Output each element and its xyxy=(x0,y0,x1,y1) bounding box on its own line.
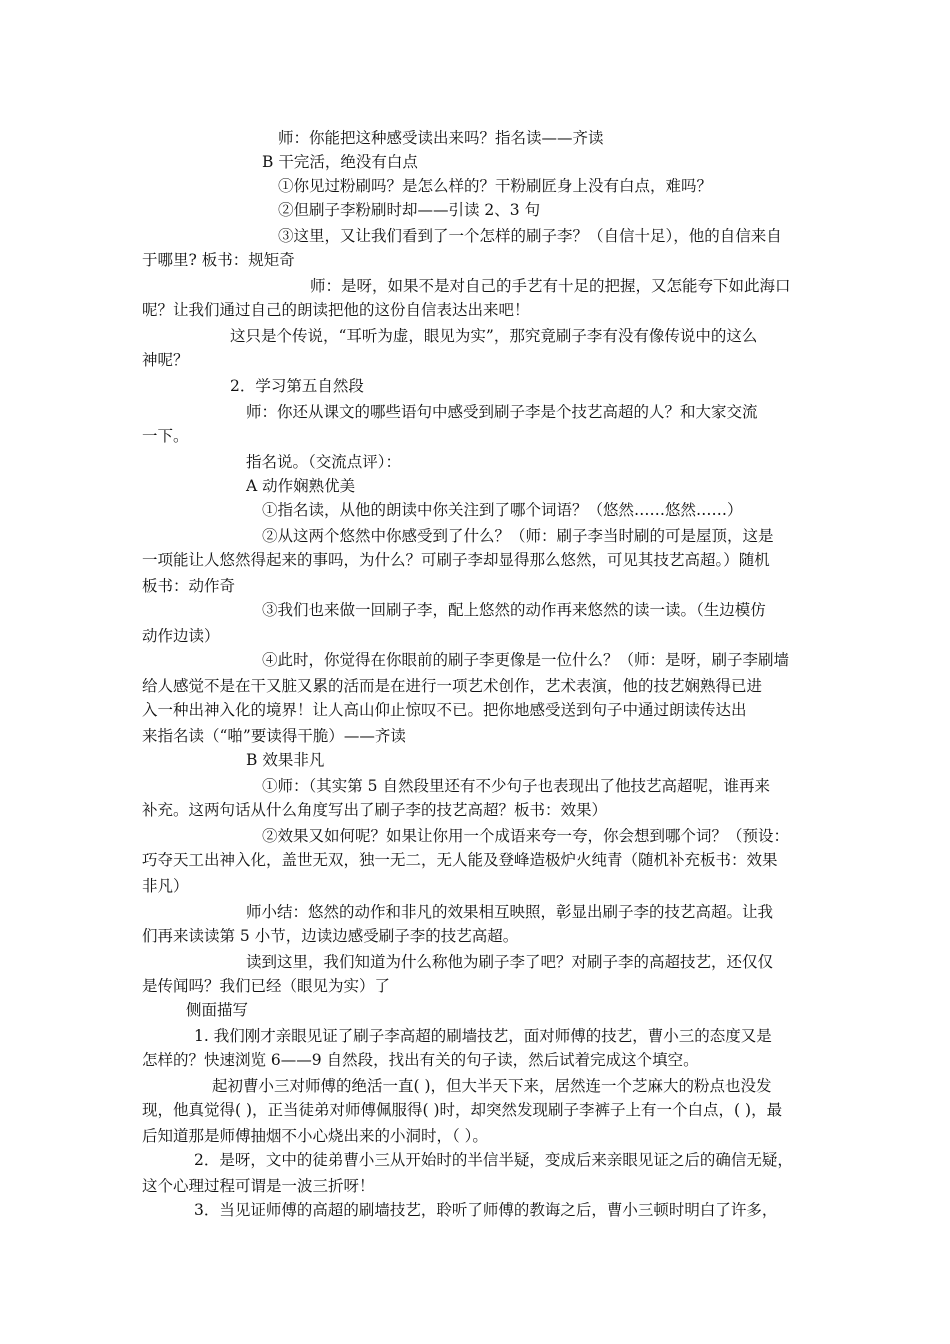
text-line: 2．是呀，文中的徒弟曹小三从开始时的半信半疑，变成后来亲眼见证之后的确信无疑， xyxy=(194,1151,793,1169)
text-line: ③这里，又让我们看到了一个怎样的刷子李？（自信十足），他的自信来自 xyxy=(278,227,782,245)
text-line: 这个心理过程可谓是一波三折呀！ xyxy=(142,1177,375,1195)
text-line: ③我们也来做一回刷子李，配上悠然的动作再来悠然的读一读。（生边模仿 xyxy=(262,601,766,619)
text-line: 师：你还从课文的哪些语句中感受到刷子李是个技艺高超的人？和大家交流 xyxy=(246,403,758,421)
text-line: 起初曹小三对师傅的绝活一直( )，但大半天下来，居然连一个芝麻大的粉点也没发 xyxy=(212,1077,772,1095)
text-line: 后知道那是师傅抽烟不小心烧出来的小洞时，（ ）。 xyxy=(142,1127,488,1145)
text-line: ②从这两个悠然中你感受到了什么？（师：刷子李当时刷的可是屋顶，这是 xyxy=(262,527,774,545)
text-line: 3．当见证师傅的高超的刷墙技艺，聆听了师傅的教诲之后，曹小三顿时明白了许多， xyxy=(194,1201,778,1219)
text-line: 1. 我们刚才亲眼见证了刷子李高超的刷墙技艺，面对师傅的技艺，曹小三的态度又是 xyxy=(194,1027,772,1045)
text-line: 一项能让人悠然得起来的事吗，为什么？可刷子李却显得那么悠然，可见其技艺高超。）随机 xyxy=(142,551,770,569)
section-heading: 侧面描写 xyxy=(186,1001,249,1019)
subsection-heading: B 效果非凡 xyxy=(246,751,325,769)
text-line: 于哪里? 板书：规矩奇 xyxy=(142,251,295,269)
text-line: ①你见过粉刷吗？是怎么样的？干粉刷匠身上没有白点，难吗？ xyxy=(278,177,713,195)
text-line: 巧夺天工出神入化，盖世无双，独一无二，无人能及登峰造极炉火纯青（随机补充板书：效果 xyxy=(142,851,778,869)
text-line: 入一种出神入化的境界！让人高山仰止惊叹不已。把你地感受送到句子中通过朗读传达出 xyxy=(142,701,747,719)
text-line: 动作边读） xyxy=(142,627,220,645)
text-line: 指名说。（交流点评）： xyxy=(246,453,402,471)
text-line: 神呢？ xyxy=(142,351,189,369)
text-line: 非凡） xyxy=(142,877,189,895)
text-line: 怎样的？快速浏览 6——9 自然段，找出有关的句子读，然后试着完成这个填空。 xyxy=(142,1051,699,1069)
text-line: 呢？让我们通过自己的朗读把他的这份自信表达出来吧！ xyxy=(142,301,530,319)
text-line: 给人感觉不是在干又脏又累的活而是在进行一项艺术创作，艺术表演，他的技艺娴熟得已进 xyxy=(142,677,763,695)
text-line: ①指名读，从他的朗读中你关注到了哪个词语？（悠然……悠然……） xyxy=(262,501,743,519)
text-line: 师小结：悠然的动作和非凡的效果相互映照，彰显出刷子李的技艺高超。让我 xyxy=(246,903,774,921)
text-line: 现，他真觉得( )，正当徒弟对师傅佩服得( )时，却突然发现刷子李裤子上有一个白点，( )，最 xyxy=(142,1101,783,1119)
text-line: 板书：动作奇 xyxy=(142,577,236,595)
section-heading: 2．学习第五自然段 xyxy=(230,377,364,395)
text-line: ①师：（其实第 5 自然段里还有不少句子也表现出了他技艺高超呢，谁再来 xyxy=(262,777,770,795)
text-line: 读到这里，我们知道为什么称他为刷子李了吧？对刷子李的高超技艺，还仅仅 xyxy=(246,953,774,971)
text-line: ②效果又如何呢？如果让你用一个成语来夸一夸，你会想到哪个词？（预设： xyxy=(262,827,790,845)
text-line: 一下。 xyxy=(142,427,189,445)
text-line: ④此时，你觉得在你眼前的刷子李更像是一位什么？（师：是呀，刷子李刷墙 xyxy=(262,651,790,669)
subsection-heading: A 动作娴熟优美 xyxy=(246,477,356,495)
text-line: 是传闻吗？我们已经（眼见为实）了 xyxy=(142,977,391,995)
text-line: B 干完活，绝没有白点 xyxy=(262,153,418,171)
text-line: 们再来读读第 5 小节，边读边感受刷子李的技艺高超。 xyxy=(142,927,519,945)
text-line: 师：是呀，如果不是对自己的手艺有十足的把握，又怎能夸下如此海口 xyxy=(310,277,791,295)
text-line: 这只是个传说，“耳听为虚，眼见为实”，那究竟刷子李有没有像传说中的这么 xyxy=(230,327,758,345)
text-line: 师：你能把这种感受读出来吗？指名读——齐读 xyxy=(278,129,604,147)
text-line: 补充。这两句话从什么角度写出了刷子李的技艺高超？板书：效果） xyxy=(142,801,608,819)
text-line: ②但刷子李粉刷时却——引读 2、3 句 xyxy=(278,201,541,219)
text-line: 来指名读（“啪”要读得干脆）——齐读 xyxy=(142,727,406,745)
